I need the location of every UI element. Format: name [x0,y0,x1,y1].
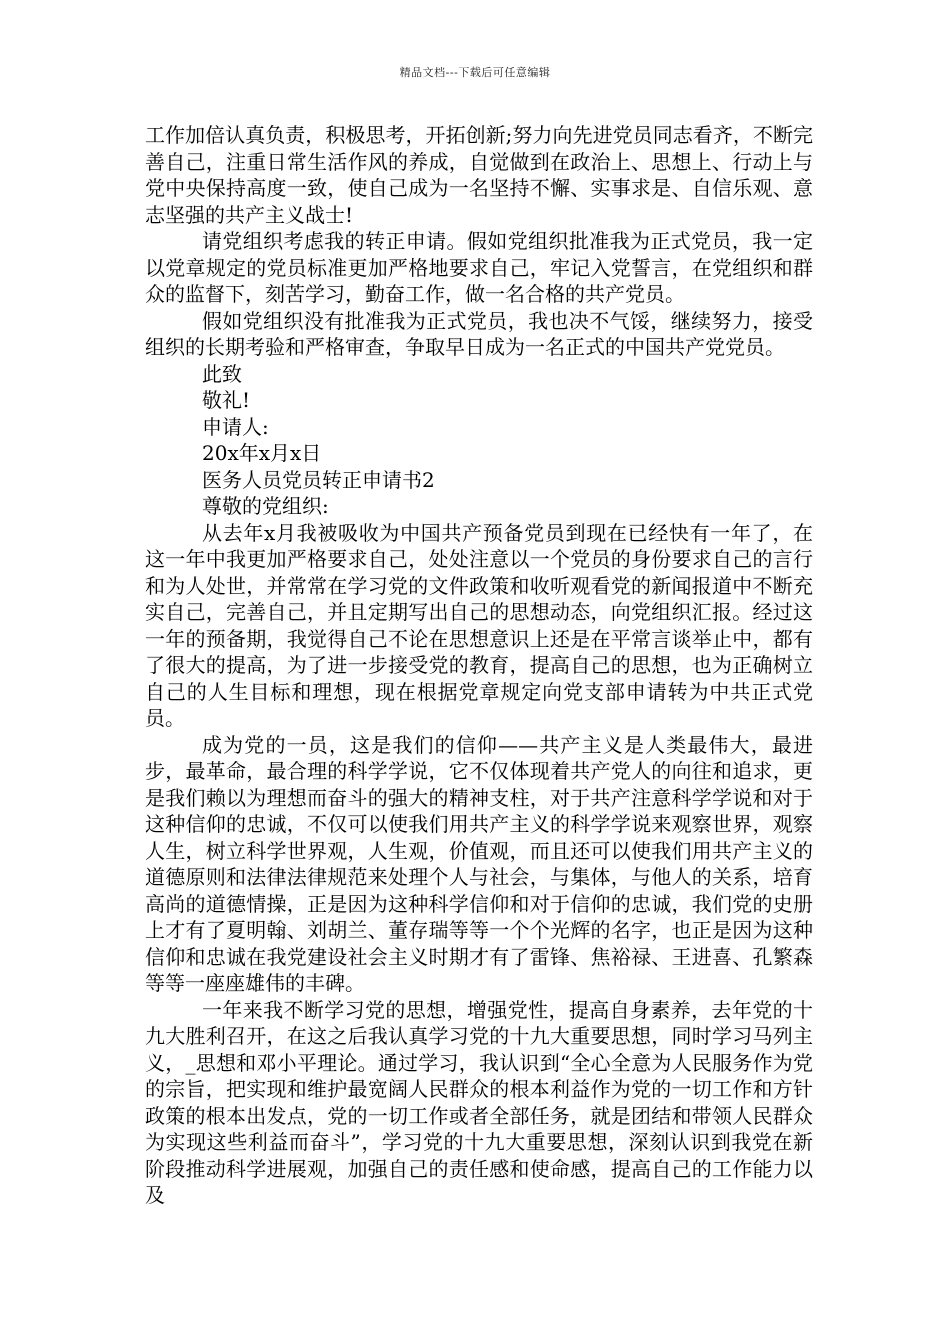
paragraph: 工作加倍认真负责，积极思考，开拓创新;努力向先进党员同志看齐，不断完善自己，注重日常生活作风的养成，自觉做到在政治上、思想上、行动上与党中央保持高度一致，使自己成为一名坚持不懈、实事求是、自信乐观、意志坚强的共产主义战士! [145,123,813,227]
applicant-line: 申请人: [202,414,269,439]
paragraph: 请党组织考虑我的转正申请。假如党组织批准我为正式党员，我一定以党章规定的党员标准更加严格地要求自己，牢记入党誓言，在党组织和群众的监督下，刻苦学习，勤奋工作，做一名合格的共产党员。 [145,229,813,306]
paragraph: 一年来我不断学习党的思想，增强党性，提高自身素养，去年党的十九大胜利召开，在这之后我认真学习党的十九大重要思想，同时学习马列主义，_思想和邓小平理论。通过学习，我认识到“全心全意为人民服务作为党的宗旨，把实现和维护最宽阔人民群众的根本利益作为党的一切工作和方针政策的根本出发点，党的一切工作或者全部任务，就是团结和带领人民群众为实现这些利益而奋斗”，学习党的十九大重要思想，深刻认识到我党在新阶段推动科学进展观，加强自己的责任感和使命感，提高自己的工作能力以及 [145,997,813,1207]
closing-regards: 敬礼! [202,388,251,412]
document-body [145,122,813,1209]
document-title: 医务人员党员转正申请书2 [202,467,435,492]
closing-salutation: 此致 [202,361,242,386]
date-line: 20x年x月x日 [202,441,322,465]
greeting: 尊敬的党组织: [202,494,329,518]
paragraph: 成为党的一员，这是我们的信仰——共产主义是人类最伟大，最进步，最革命，最合理的科学学说，它不仅体现着共产党人的向往和追求，更是我们赖以为理想而奋斗的强大的精神支柱，对于共产注意科学学说和对于这种信仰的忠诚，不仅可以使我们用共产主义的科学学说来观察世界，观察人生，树立科学世界观，人生观，价值观，而且还可以使我们用共产主义的道德原则和法律法律规范来处理个人与社会，与集体，与他人的关系，培育高尚的道德情操，正是因为这种科学信仰和对于信仰的忠诚，我们党的史册上才有了夏明翰、刘胡兰、董存瑞等等一个个光辉的名字，也正是因为这种信仰和忠诚在我党建设社会主义时期才有了雷锋、焦裕禄、王进喜、孔繁森等等一座座雄伟的丰碑。 [145,732,813,995]
paragraph: 从去年x月我被吸收为中国共产预备党员到现在已经快有一年了，在这一年中我更加严格要求自己，处处注意以一个党员的身份要求自己的言行和为人处世，并常常在学习党的文件政策和收听观看党的新闻报道中不断充实自己，完善自己，并且定期写出自己的思想动态，向党组织汇报。经过这一年的预备期，我觉得自己不论在思想意识上还是在平常言谈举止中，都有了很大的提高，为了进一步接受党的教育，提高自己的思想，也为正确树立自己的人生目标和理想，现在根据党章规定向党支部申请转为中共正式党员。 [145,520,813,730]
paragraph: 假如党组织没有批准我为正式党员，我也决不气馁，继续努力，接受组织的长期考验和严格审查，争取早日成为一名正式的中国共产党党员。 [145,308,813,359]
page-header: 精品文档---下载后可任意编辑 [399,66,551,79]
